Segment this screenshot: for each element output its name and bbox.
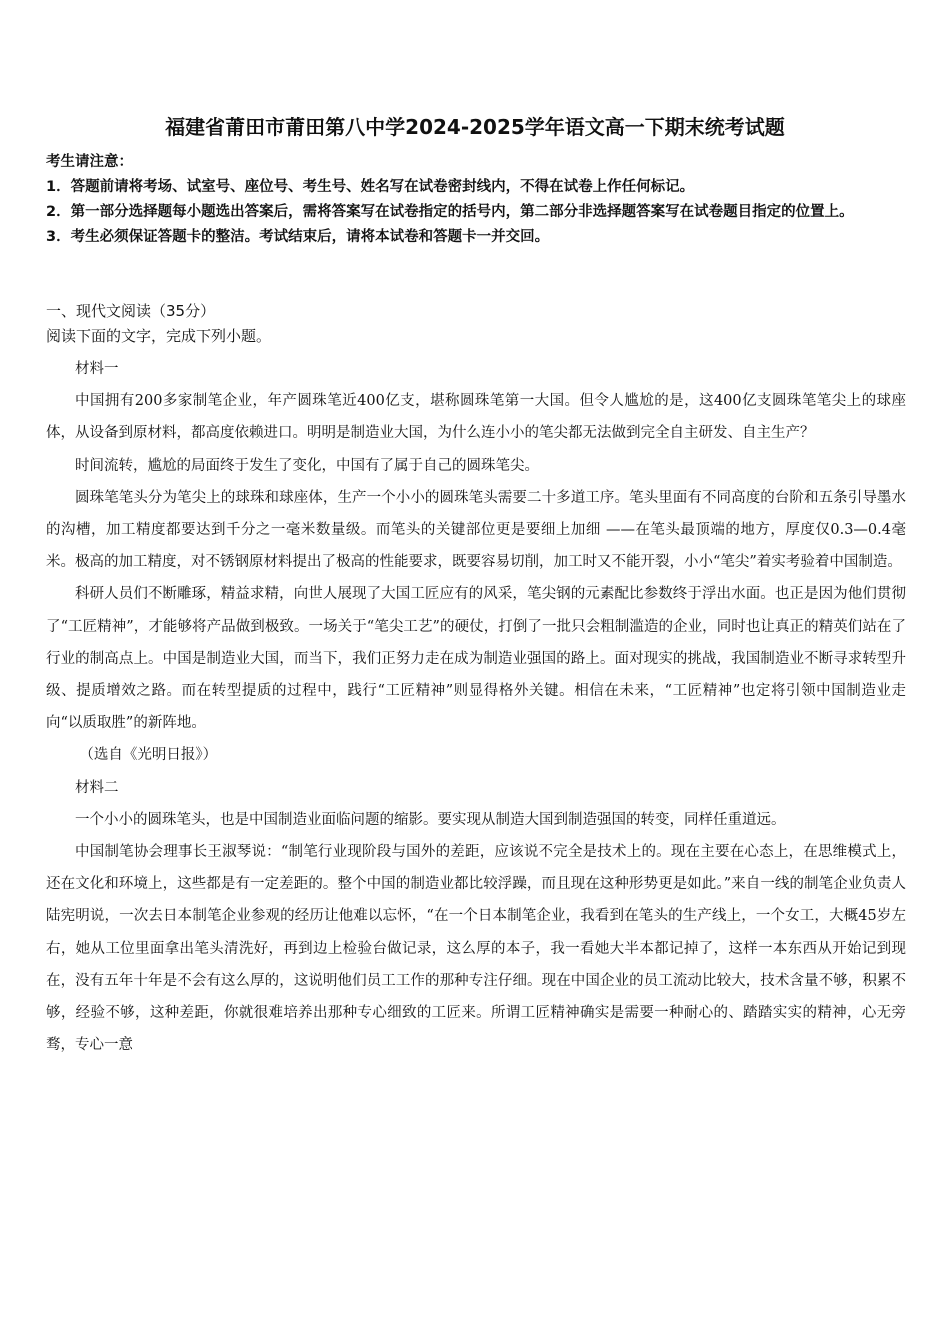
material2-label: 材料二 (75, 779, 119, 796)
material1-paragraph: 圆珠笔笔头分为笔尖上的球珠和球座体，生产一个小小的圆珠笔头需要二十多道工序。笔头里面有不同高度的台阶和五条引导墨水的沟槽，加工精度都要达到千分之一毫米数量级。而笔头的关键部位更是要细上加细 ——在笔头最顶端的地方，厚度仅0.3—0.4毫米。极高的加工精度，对不锈钢原材料提出了极高的性能要求，既要容易切削，加工时又不能开裂，小小“笔尖”着实考验着中国制造。 (46, 489, 906, 571)
material2-paragraph: 中国制笔协会理事长王淑琴说：“制笔行业现阶段与国外的差距，应该说不完全是技术上的。现在主要在心态上，在思维模式上，还在文化和环境上，这些都是有一定差距的。整个中国的制造业都比较浮躁，而且现在这种形势更是如此。”来自一线的制笔企业负责人陆宪明说，一次去日本制笔企业参观的经历让他难以忘怀，“在一个日本制笔企业，我看到在笔头的生产线上，一个女工，大概45岁左右，她从工位里面拿出笔头清洗好，再到边上检验台做记录，这么厚的本子，我一看她大半本都记掉了，这样一本东西从开始记到现在，没有五年十年是不会有这么厚的，这说明他们员工工作的那种专注仔细。现在中国企业的员工流动比较大，技术含量不够，积累不够，经验不够，这种差距，你就很难培养出那种专心细致的工匠来。所谓工匠精神确实是需要一种耐心的、踏踏实实的精神，心无旁骛，专心一意 (46, 844, 906, 1054)
notice-block (46, 150, 906, 250)
notice-item-3: 3．考生必须保证答题卡的整洁。考试结束后，请将本试卷和答题卡一并交回。 (46, 229, 550, 245)
notice-item-1: 1．答题前请将考场、试室号、座位号、考生号、姓名写在试卷密封线内，不得在试卷上作任何标记。 (46, 179, 695, 195)
material2-paragraph: 一个小小的圆珠笔头，也是中国制造业面临问题的缩影。要实现从制造大国到制造强国的转变，同样任重道远。 (75, 811, 786, 828)
material1-label: 材料一 (75, 361, 119, 377)
section-instruction: 阅读下面的文字，完成下列小题。 (46, 327, 272, 345)
material1-source: （选自《光明日报》） (79, 747, 218, 764)
material1-paragraph: 中国拥有200多家制笔企业，年产圆珠笔近400亿支，堪称圆珠笔第一大国。但令人尴尬的是，这400亿支圆珠笔笔尖上的球座体，从设备到原材料，都高度依赖进口。明明是制造业大国，为什么连小小的笔尖都无法做到完全自主研发、自主生产？ (46, 393, 906, 442)
exam-title: 福建省莆田市莆田第八中学2024-2025学年语文高一下期末统考试题 (165, 115, 785, 139)
material1-paragraph: 科研人员们不断雕琢，精益求精，向世人展现了大国工匠应有的风采，笔尖钢的元素配比参数终于浮出水面。也正是因为他们贯彻了“工匠精神”，才能够将产品做到极致。一场关于“笔尖工艺”的硬仗，打倒了一批只会粗制滥造的企业，同时也让真正的精英们站在了行业的制高点上。中国是制造业大国，而当下，我们正努力走在成为制造业强国的路上。面对现实的挑战，我国制造业不断寻求转型升级、提质增效之路。而在转型提质的过程中，践行“工匠精神”则显得格外关键。相信在未来，“工匠精神”也定将引领中国制造业走向“以质取胜”的新阵地。 (46, 586, 906, 732)
notice-heading: 考生请注意： (46, 154, 133, 170)
section-title: 一、现代文阅读（35分） (46, 302, 216, 320)
reading-passage (46, 353, 906, 1061)
material1-paragraph: 时间流转，尴尬的局面终于发生了变化，中国有了属于自己的圆珠笔尖。 (75, 457, 539, 474)
notice-item-2: 2．第一部分选择题每小题选出答案后，需将答案写在试卷指定的括号内，第二部分非选择题答案写在试卷题目指定的位置上。 (46, 204, 854, 220)
